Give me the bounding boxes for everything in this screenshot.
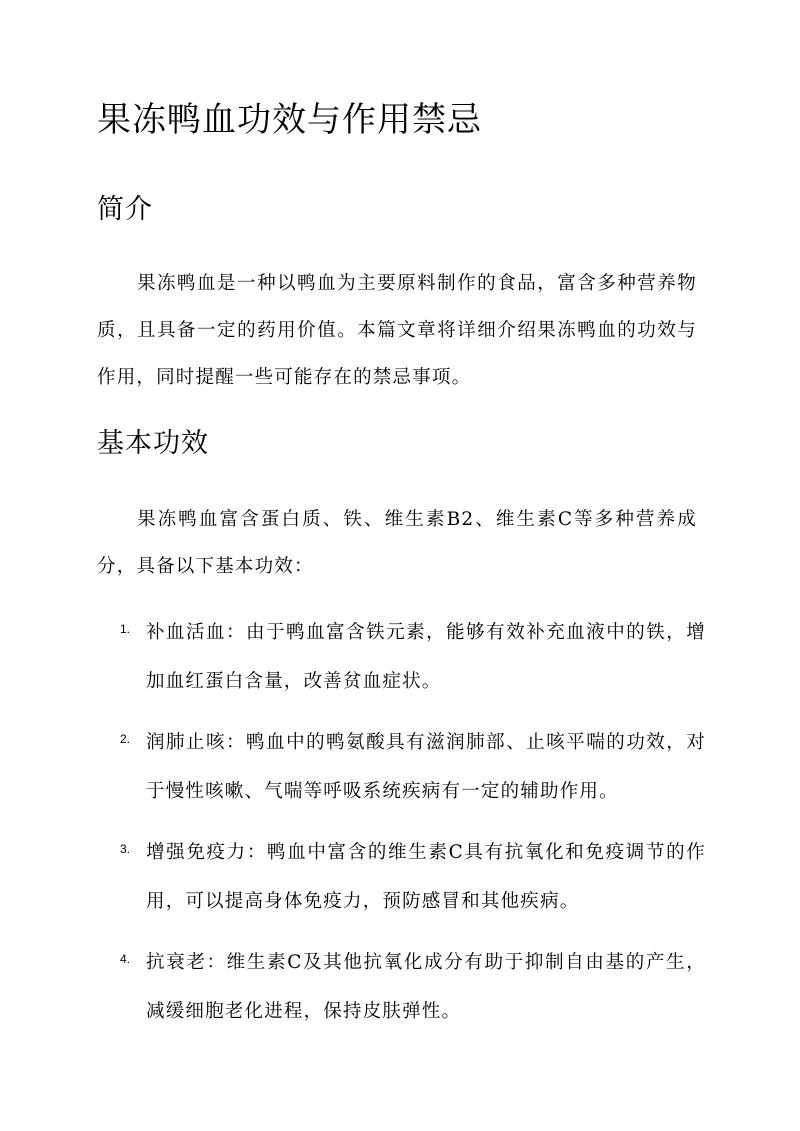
list-item-number: 3. — [120, 842, 131, 856]
list-item-text: 增强免疫力：鸭血中富含的维生素C具有抗氧化和免疫调节的作用，可以提高身体免疫力，预防感冒和其他疾病。 — [146, 842, 706, 912]
intro-paragraph: 果冻鸭血是一种以鸭血为主要原料制作的食品，富含多种营养物质，且具备一定的药用价值。本篇文章将详细介绍果冻鸭血的功效与作用，同时提醒一些可能存在的禁忌事项。 — [97, 273, 697, 388]
list-item-number: 4. — [120, 952, 131, 966]
section-heading-basic-effects: 基本功效 — [97, 428, 209, 459]
section-heading-intro: 简介 — [97, 194, 153, 225]
list-item-text: 补血活血：由于鸭血富含铁元素，能够有效补充血液中的铁，增加血红蛋白含量，改善贫血症状。 — [146, 622, 706, 692]
list-item-number: 1. — [120, 622, 131, 636]
list-item-number: 2. — [120, 732, 131, 746]
document-title: 果冻鸭血功效与作用禁忌 — [97, 100, 482, 140]
basic-effects-paragraph: 果冻鸭血富含蛋白质、铁、维生素B2、维生素C等多种营养成分，具备以下基本功效： — [97, 509, 697, 577]
list-item-text: 润肺止咳：鸭血中的鸭氨酸具有滋润肺部、止咳平喘的功效，对于慢性咳嗽、气喘等呼吸系统疾病有一定的辅助作用。 — [146, 732, 706, 802]
list-item-text: 抗衰老：维生素C及其他抗氧化成分有助于抑制自由基的产生，减缓细胞老化进程，保持皮肤弹性。 — [146, 952, 706, 1022]
